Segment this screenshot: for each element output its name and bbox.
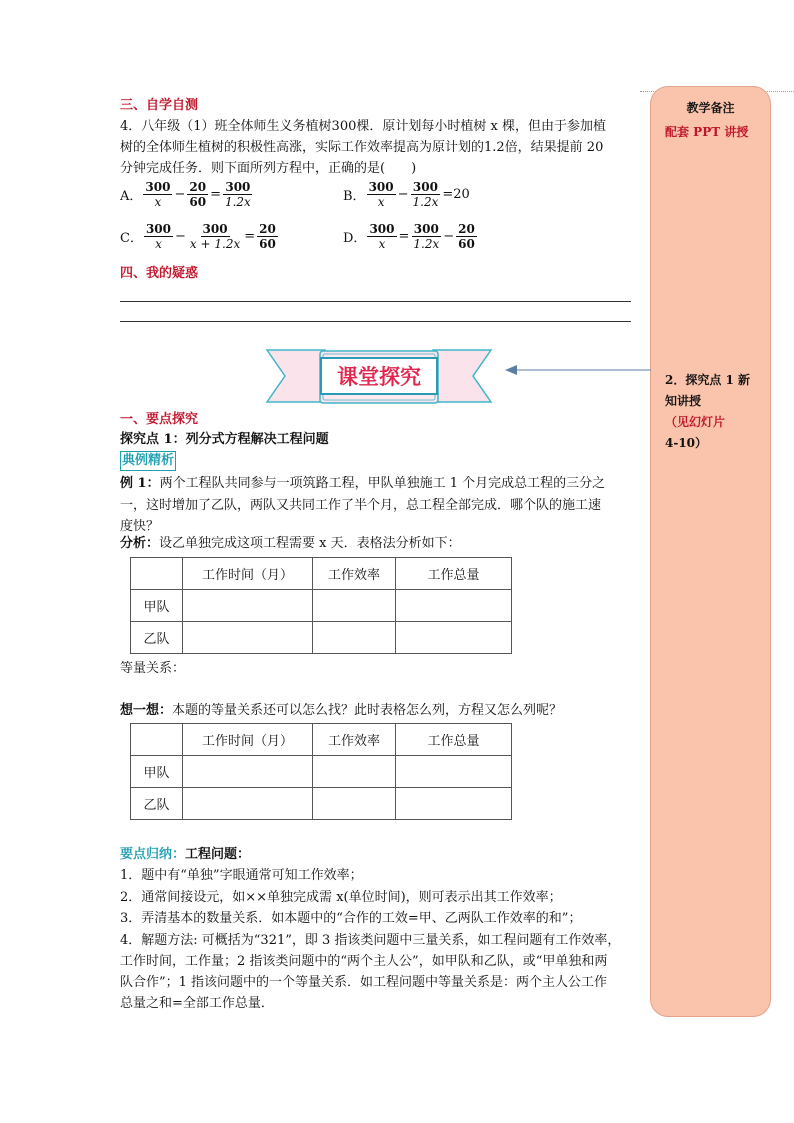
row-label-team-a: 甲队 [131,590,183,622]
row-label-team-a: 甲队 [131,756,183,788]
think-text: 本题的等量关系还可以怎么找？此时表格怎么列，方程又怎么列呢？ [172,703,563,718]
summary-topic: 工程问题： [185,847,251,862]
summary-item: 队合作”；1 指该问题中的一个等量关系．如工程问题中等量关系是：两个主人公工作 [120,975,608,990]
analysis-text: 设乙单独完成这项工程需要 x 天．表格法分析如下： [159,536,461,551]
note-line: 4-10） [665,436,708,450]
analysis-line [120,533,461,554]
question-4-line-3: 分钟完成任务．则下面所列方程中，正确的是( ) [120,161,417,176]
answer-line[interactable] [120,321,631,322]
row-label-team-b: 乙队 [131,622,183,654]
analysis-table-2 [130,723,512,820]
arrow-left-icon [505,362,651,378]
analysis-label: 分析： [120,536,160,551]
summary-title [120,844,250,865]
table-cell[interactable] [396,590,512,622]
sidebar-note-2 [665,370,750,454]
table-row [131,756,512,788]
example-label: 例 1： [120,476,160,491]
table-header-time: 工作时间（月） [183,724,313,756]
option-c[interactable]: C． $\frac{300}{x}$ − $\frac{300}{x + 1.2x}$ = $\frac{20}{60}$ [120,222,276,251]
section-key-points-title: 一、要点探究 [120,412,199,427]
table-cell[interactable] [313,622,396,654]
summary-item: 4．解题方法: 可概括为“321”，即 3 指该类问题中三量关系，如工程问题有工作效率， [120,933,621,948]
table-cell[interactable] [396,622,512,654]
note-line: 知讲授 [665,394,702,408]
table-row [131,590,512,622]
sidebar-title: 教学备注 [686,101,735,115]
table-cell[interactable] [313,788,396,820]
banner-title: 课堂探究 [320,357,438,395]
equal-relation-label: 等量关系： [120,661,186,676]
option-label: B． [343,189,366,204]
option-d[interactable]: D． $\frac{300}{x}$ = $\frac{300}{1.2x}$ − $\frac{20}{60}$ [343,222,475,251]
answer-line[interactable] [120,301,631,302]
analysis-table-1 [130,557,512,654]
summary-item: 工作时间，工作量；2 指该类问题中的“两个主人公”，如甲队和乙队，或“甲单独和两 [120,954,608,969]
ppt-note: 配套 PPT 讲授 [665,125,749,139]
summary-item: 1．题中有“单独”字眼通常可知工作效率； [120,868,363,883]
question-4-line-1: 4．八年级（1）班全体师生义务植树300棵．原计划每小时植树 x 棵，但由于参加植 [120,119,606,134]
example-1-line-3: 度快？ [120,519,160,534]
section-self-test-title: 三、自学自测 [120,98,199,113]
table-row [131,788,512,820]
example-tag: 典例精析 [120,451,176,471]
summary-item: 总量之和=全部工作总量． [120,996,274,1011]
think-label: 想一想： [120,703,173,718]
table-header-total: 工作总量 [396,558,512,590]
table-cell[interactable] [396,788,512,820]
option-label: A． [120,189,143,204]
note-line: （见幻灯片 [665,415,726,429]
option-a[interactable]: A． $\frac{300}{x}$ − $\frac{20}{60}$ = $\frac{300}{1.2x}$ [120,180,251,209]
table-header-empty [131,724,183,756]
option-label: C． [120,231,143,246]
explore-point-1: 探究点 1：列分式方程解决工程问题 [120,432,329,447]
table-header-total: 工作总量 [396,724,512,756]
option-b[interactable]: B． $\frac{300}{x}$ − $\frac{300}{1.2x}$ =20 [343,180,470,209]
think-line [120,700,562,721]
table-cell[interactable] [183,788,313,820]
table-cell[interactable] [396,756,512,788]
table-header-empty [131,558,183,590]
option-label: D． [343,231,367,246]
table-cell[interactable] [313,590,396,622]
note-line: 2．探究点 1 新 [665,373,751,387]
table-cell[interactable] [183,590,313,622]
table-cell[interactable] [183,622,313,654]
table-header-efficiency: 工作效率 [313,558,396,590]
example-text: 两个工程队共同参与一项筑路工程，甲队单独施工 1 个月完成总工程的三分之 [159,476,606,491]
summary-item: 3．弄清基本的数量关系．如本题中的“合作的工效=甲、乙两队工作效率的和”； [120,911,582,926]
question-4-line-2: 树的全体师生植树的积极性高涨，实际工作效率提高为原计划的1.2倍，结果提前 20 [120,140,604,155]
teaching-notes-sidebar [650,86,771,1017]
example-1-line-1 [120,473,605,494]
table-header-efficiency: 工作效率 [313,724,396,756]
section-doubts-title: 四、我的疑惑 [120,266,199,281]
table-cell[interactable] [313,756,396,788]
table-cell[interactable] [183,756,313,788]
summary-item: 2．通常间接设元，如××单独完成需 x(单位时间)，则可表示出其工作效率； [120,890,562,905]
table-row [131,622,512,654]
row-label-team-b: 乙队 [131,788,183,820]
example-1-line-2: 一，这时增加了乙队，两队又共同工作了半个月，总工程全部完成．哪个队的施工速 [120,498,602,513]
table-header-time: 工作时间（月） [183,558,313,590]
summary-label: 要点归纳： [120,847,186,862]
